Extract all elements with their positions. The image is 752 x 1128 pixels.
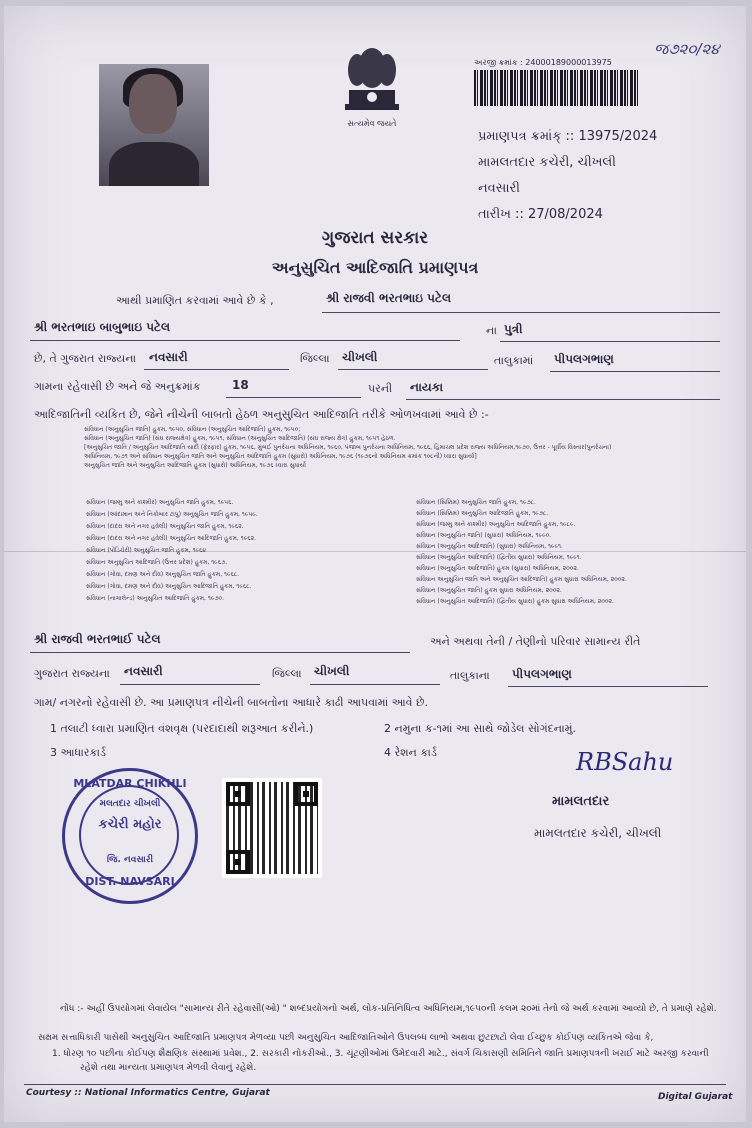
second-state-text: ગુજરાત રાજ્યના: [34, 667, 110, 680]
underline: [500, 341, 720, 342]
underline: [120, 684, 260, 685]
underline: [550, 371, 720, 372]
order-item: [અનુસુચિત જાતિ / અનુસુચિત આદિજાતિ યાદી (ફેરફાર) હુકમ, ૧૯૫૬, મુંબઈ પુનર્રચના અધિનિયમ, ૧૯૬૦, પંજાબ પુનર્રચના અધિનિયમ, ૧૯૬૬, હિમાચલ પ્રદેશ રાજ્ય અધિનિયમ,૧૯૭૦, ઉત્તર - પૂર્વીય વિસ્તાર(પુનર્રચના): [84, 444, 612, 451]
certify-text: આથી પ્રમાણિત કરવામાં આવે છે કે ,: [116, 294, 274, 307]
recognized-text: આદિજાતિની વ્યકિત છે, જેને નીચેની બાબતો હેઠળ અનુસુચિત આદિજાતિ તરીકે ઓળખવામાં આવે છે :-: [34, 408, 489, 421]
order-item: સંવિધાન અનુસુચિત આદિજાતિ (ઉત્તર પ્રદેશ) હુકમ, ૧૯૬૭.: [86, 559, 228, 566]
order-item: સંવિધાન (સિક્કિમ) અનુસુચિત આદિજાતિ હુકમ, ૧૯૭૮.: [416, 510, 549, 517]
order-item: સંવિધાન (અનુસુચિત જાતિ) (સંઘ રાજ્યક્ષેત્ર) હુકમ, ૧૯૫૧, સંવિધાન (અનુસુચિત આદિજાતિ) (સંઘ રાજ્ય ક્ષેત્ર) હુકમ, ૧૯૫૧ હેઠળ.: [84, 435, 396, 442]
underline: [406, 399, 720, 400]
order-item: સંવિધાન (જમ્મુ અને કાશ્મીર) અનુસુચિત જાતિ હુકમ, ૧૯૫૬.: [86, 499, 234, 506]
order-item: સંવિધાન (નાગાલેન્ડ) અનુસુચિત આદિજાતિ હુકમ, ૧૯૭૦.: [86, 595, 225, 602]
order-item: સંવિધાન (આંદામાન અને નિકોબાર ટાપુ) અનુસુચિત જાતિ હુકમ, ૧૯૫૯.: [86, 511, 258, 518]
barcode: [474, 70, 639, 106]
order-item: સંવિધાન (દાદરા અને નગર હવેલી) અનુસુચિત આદિજાતિ હુકમ, ૧૯૬૨.: [86, 535, 257, 542]
order-item: સંવિધાન (અનુસુચિત જાતિ) (સુધારા) અધિનિયમ, ૧૯૯૦.: [416, 532, 552, 539]
order-item: સંવિધાન (અનુસુચિત જાતિ) હુકમ, ૧૯૫૦, સંવિધાન (અનુસુચિત આદિજાતિ) હુકમ, ૧૯૫૦;: [84, 426, 301, 433]
second-person-name: શ્રી રાજવી ભરતભાઈ પટેલ: [34, 632, 161, 646]
taluka-value: ચીખલી: [342, 350, 378, 364]
order-item: સંવિધાન (અનુસુચિત આદિજાતિ) (દ્વિતીય સુધારા) હુકમ સુધારા અધિનિયમ, ૨૦૦૨.: [416, 598, 614, 605]
order-item: સંવિધાન અનુસુચિત જાતિ અને અનુસુચિત આદિજાતિ) હુકમ સુધારા અધિનિયમ, ૨૦૦૨.: [416, 576, 627, 583]
seal-middle-text: મલતદાર ચીખલી: [99, 799, 161, 809]
orders-right-list: [416, 497, 627, 607]
applicant-photo: [99, 64, 209, 186]
serial-number: 18: [232, 378, 249, 392]
second-jilla-label: જિલ્લા: [272, 667, 302, 680]
underline: [310, 684, 440, 685]
underline: [226, 397, 361, 398]
note-1: નોંધ :- અહીં ઉપયોગમાં લેવાયેલ "સામાન્ય રીતે રહેવાસી(ઓ) " શબ્દપ્રયોગનો અર્થ, લોક-પ્રતિનિધિત્વ અધિનિયમ,૧૯૫૦ની કલમ ૨૦માં તેનો જે અર્થ કરવામાં આવ્યો છે, તે પ્રમાણે રહેશે.: [60, 1004, 717, 1014]
order-item: સંવિધાન (પોંડિચેરી) અનુસુચિત જાતિ હુકમ, ૧૯૬૪: [86, 547, 207, 554]
seal-top-text: MLATDAR CHIKHLI: [73, 777, 187, 790]
seal-bottom-gu-text: જિ. નવસારી: [106, 855, 154, 865]
underline: [508, 686, 708, 687]
order-item: સંવિધાન (ગોવા, દમણ અને દીવ) અનુસુચિત જાતિ હુકમ, ૧૯૬૮.: [86, 571, 240, 578]
certificate-info: [478, 124, 657, 228]
second-village: પીપલગભાણ: [512, 667, 572, 681]
second-district: નવસારી: [124, 664, 163, 678]
seal-bottom-text: DIST. NAVSARI: [85, 875, 175, 888]
orders-left-list: [86, 497, 258, 605]
national-emblem-icon: [337, 38, 407, 118]
order-item: સંવિધાન (અનુસુચિત આદિજાતિ) હુકમ (સુધારા) અધિનિયમ, ૨૦૦૨.: [416, 565, 579, 572]
note-3b: રહેશે તથા માન્યતા પ્રમાણપત્ર મેળવી લેવાનું રહેશે.: [80, 1063, 257, 1073]
footer-rule: [24, 1084, 726, 1085]
underline: [322, 312, 720, 313]
order-item: સંવિધાન (સિક્કિમ) અનુસુચિત જાતિ હુકમ, ૧૯૭૮.: [416, 499, 536, 506]
issuing-office: મામલતદાર કચેરી, ચીખલી: [478, 155, 616, 170]
footer-brand: Digital Gujarat: [658, 1092, 733, 1102]
second-resident-text: ગામ/ નગરનો રહેવાસી છે. આ પ્રમાણપત્ર નીચેની બાબતોના આધારે કાઢી આપવામાં આવે છે.: [34, 696, 429, 709]
basis-item: 2 નમુના ક-૧માં આ સાથે જોડેલ સોગંદનામું.: [384, 722, 576, 735]
underline: [30, 652, 410, 653]
order-item: સંવિધાન (અનુસુચિત જાતિ) હુકમ સુધારા અધિનિયમ, ૨૦૦૨.: [416, 587, 562, 594]
second-taluka-label: તાલુકાના: [450, 669, 490, 682]
basis-item: 1 તલાટી ધ્વારા પ્રમાણિત વંશવૃક્ષ (પરદાદાથી શરૂઆત કરીને.): [50, 722, 314, 735]
basis-item: 3 આધારકાર્ડ: [50, 746, 106, 759]
underline: [30, 340, 460, 341]
orders-full-list: [84, 425, 611, 470]
state-text: છે, તે ગુજરાત રાજ્યના: [34, 352, 137, 365]
person-name: શ્રી રાજવી ભરતભાઇ પટેલ: [326, 291, 452, 305]
order-item: અનુસુચિત જાતિ અને અનુસુચિત આદિજાતિ હુકમ (સુધારો) અધિનિયમ, ૧૯૭૬ ધ્વારા સુધાર્યો: [84, 462, 306, 469]
underline: [338, 369, 488, 370]
taluka-label: તાલુકામાં: [494, 354, 534, 367]
relation: પુત્રી: [504, 322, 523, 336]
resident-text: ગામના રહેવાસી છે અને જે અનુક્રમાંક: [34, 380, 201, 393]
signature: RBSahu: [576, 748, 674, 776]
tribe-value: નાયકા: [410, 380, 444, 394]
order-item: સંવિધાન (અનુસુચિત આદિજાતિ) (સુધારા) અધિનિયમ, ૧૯૯૧.: [416, 543, 563, 550]
order-item: અધિનિયમ, ૧૯૭૧ અને સંવિધાન અનુસુચિત જાતિ અને અનુસુચિત આદિજાતિ હુકમ (સુધારો) અધિનિયમ, ૧૯૭૬ (૧૯૭૬નો અધિનિયમ ક્રમાંક ૧૦૮ની) ધ્વારા સુધાર્યા]: [84, 453, 477, 460]
government-title: ગુજરાત સરકાર: [321, 228, 429, 248]
application-number: અરજી ક્રમાંક : 24000189000013975: [474, 58, 612, 67]
official-seal: [62, 768, 198, 904]
district-value: નવસારી: [149, 350, 188, 364]
parni-text: પરની: [368, 382, 393, 395]
father-name: શ્રી ભરતભાઇ બાબુભાઇ પટેલ: [34, 320, 171, 334]
certificate-title: અનુસુચિત આદિજાતિ પ્રમાણપત્ર: [271, 258, 479, 277]
emblem-motto: સત્યમેવ જયતે: [347, 119, 397, 128]
note-3a: 1. ધોરણ ૧૦ પછીના કોઈપણ શૈક્ષણિક સંસ્થામાં પ્રવેશ., 2. સરકારી નોકરીઓ., 3. ચૂંટણીઓમાં ઉમેદવારી માટે., સંવર્ગ ચિકાસણી સમિતિને જાતિ પ્રમાણપત્રની ખરાઈ માટે અરજી કરવાની: [52, 1049, 709, 1059]
family-text: અને અથવા તેની / તેણીનો પરિવાર સામાન્ય રીતે: [430, 635, 641, 648]
village-value: પીપલગભાણ: [554, 352, 614, 366]
second-taluka-value: ચીખલી: [314, 664, 350, 678]
certificate-number: પ્રમાણપત્ર ક્રમાંક્ :: 13975/2024: [478, 129, 658, 144]
footer-courtesy: Courtesy :: National Informatics Centre, Gujarat: [26, 1088, 270, 1098]
signatory-office: મામલતદાર કચેરી, ચીખલી: [534, 826, 662, 840]
signatory-designation: મામલતદાર: [552, 794, 610, 809]
handwritten-number: જ૭૨૦/૨૪: [654, 40, 720, 58]
na-text: ના: [486, 324, 497, 337]
underline: [144, 369, 289, 370]
order-item: સંવિધાન (જમ્મુ અને કાશ્મીર) અનુસુચિત આદિજાતિ હુકમ, ૧૯૮૯.: [416, 521, 576, 528]
jilla-label: જિલ્લા: [300, 352, 330, 365]
note-2: સક્ષમ સત્તાધિકારી પાસેથી અનુસુચિત આદિજાતિ પ્રમાણપત્ર મેળવ્યા પછી અનુસુચિત આદિજાતિઓને ઉપલબ્ધ લાભો અથવા છુટછાટો લેવા ઈચ્છુક કોઈપણ વ્યકિતએ જેવા કે,: [38, 1033, 654, 1043]
issue-date: તારીખ :: 27/08/2024: [478, 207, 603, 222]
qr-code: [222, 778, 322, 878]
seal-center-text: કચેરી મહોર: [98, 817, 162, 832]
issuing-district: નવસારી: [478, 181, 520, 196]
order-item: સંવિધાન (ગોવા, દમણ અને દીવ) અનુસુચિત આદિજાતિ હુકમ, ૧૯૬૮.: [86, 583, 252, 590]
certificate-page: [4, 6, 746, 1122]
order-item: સંવિધાન (અનુસુચિત આદિજાતિ) (દ્વિતીય સુધારા) અધિનિયમ, ૧૯૯૧.: [416, 554, 582, 561]
order-item: સંવિધાન (દાદરા અને નગર હવેલી) અનુસુચિત જાતિ હુકમ, ૧૯૬૨.: [86, 523, 244, 530]
basis-item: 4 રેશન કાર્ડ: [384, 746, 437, 759]
